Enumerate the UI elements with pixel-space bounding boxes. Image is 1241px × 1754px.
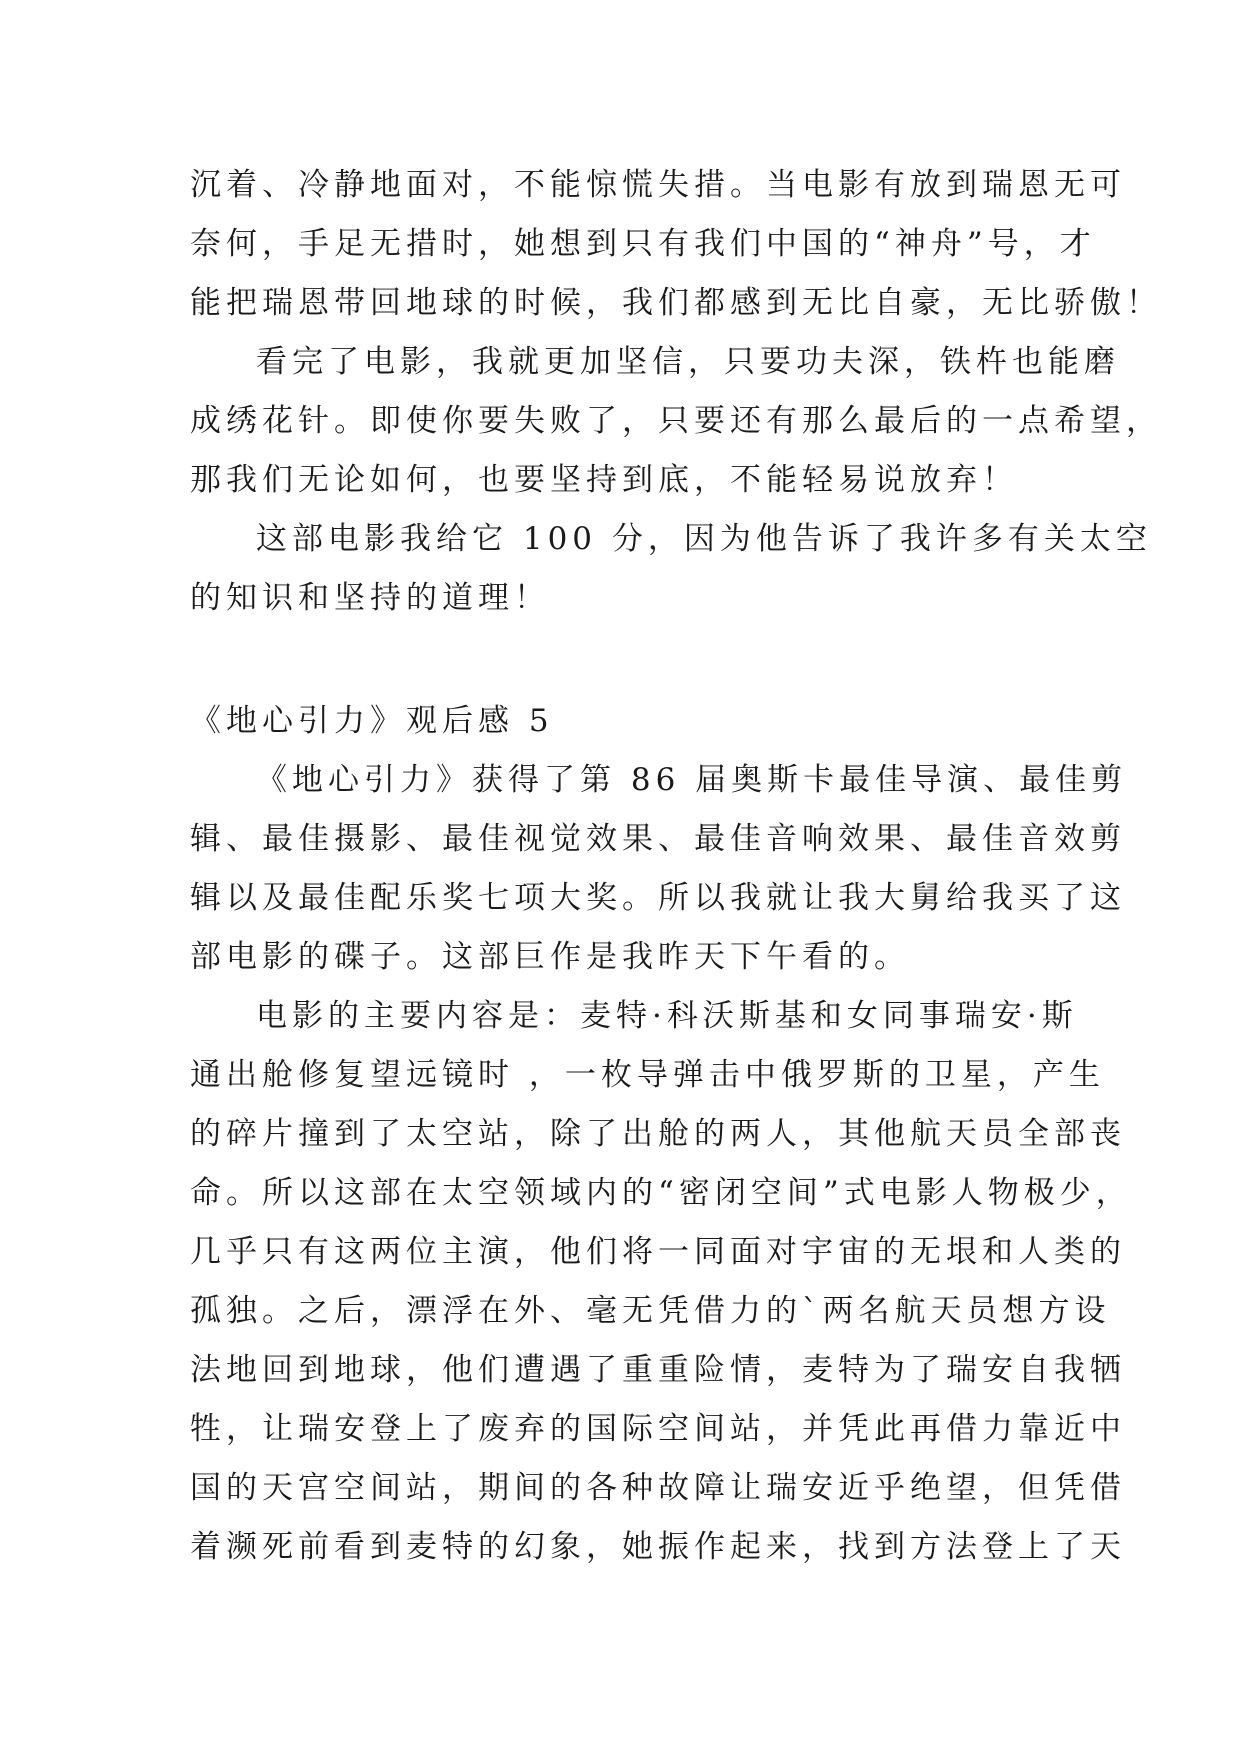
- text-line: 命。所以这部在太空领域内的“密闭空间”式电影人物极少，: [190, 1175, 1132, 1211]
- text-line: 这部电影我给它 100 分，因为他告诉了我许多有关太空: [256, 521, 1152, 557]
- text-line: 牲，让瑞安登上了废弃的国际空间站，并凭此再借力靠近中: [190, 1411, 1126, 1447]
- text-line: 几乎只有这两位主演，他们将一同面对宇宙的无垠和人类的: [190, 1234, 1126, 1270]
- text-line: 的知识和坚持的道理！: [190, 580, 550, 616]
- text-line: 着濒死前看到麦特的幻象，她振作起来，找到方法登上了天: [190, 1529, 1126, 1565]
- text-line: 成绣花针。即使你要失败了，只要还有那么最后的一点希望，: [190, 403, 1162, 439]
- text-line: 部电影的碟子。这部巨作是我昨天下午看的。: [190, 939, 910, 975]
- section-body: [190, 751, 1132, 1577]
- text-line: 辑以及最佳配乐奖七项大奖。所以我就让我大舅给我买了这: [190, 880, 1126, 916]
- text-line: 能把瑞恩带回地球的时候，我们都感到无比自豪，无比骄傲！: [190, 285, 1162, 321]
- text-line: 的碎片撞到了太空站，除了出舱的两人，其他航天员全部丧: [190, 1116, 1126, 1152]
- text-line: 通出舱修复望远镜时 ，一枚导弹击中俄罗斯的卫星，产生: [190, 1057, 1105, 1093]
- text-line: 法地回到地球，他们遭遇了重重险情，麦特为了瑞安自我牺: [190, 1352, 1126, 1388]
- text-line: 那我们无论如何，也要坚持到底，不能轻易说放弃！: [190, 462, 1018, 498]
- section-heading: 《地心引力》观后感 5: [190, 703, 554, 739]
- continued-section: [190, 156, 1162, 628]
- text-line: 奈何，手足无措时，她想到只有我们中国的“神舟”号，才: [190, 226, 1096, 262]
- text-line: 《地心引力》获得了第 86 届奥斯卡最佳导演、最佳剪: [256, 762, 1128, 798]
- text-line: 国的天宫空间站，期间的各种故障让瑞安近乎绝望，但凭借: [190, 1470, 1126, 1506]
- text-line: 孤独。之后，漂浮在外、毫无凭借力的`两名航天员想方设: [190, 1293, 1111, 1329]
- text-line: 辑、最佳摄影、最佳视觉效果、最佳音响效果、最佳音效剪: [190, 821, 1126, 857]
- section-heading-block: [190, 692, 1060, 751]
- text-line: 沉着、冷静地面对，不能惊慌失措。当电影有放到瑞恩无可: [190, 167, 1126, 203]
- text-line: 电影的主要内容是：麦特·科沃斯基和女同事瑞安·斯: [256, 998, 1078, 1034]
- text-line: 看完了电影，我就更加坚信，只要功夫深，铁杵也能磨: [256, 344, 1120, 380]
